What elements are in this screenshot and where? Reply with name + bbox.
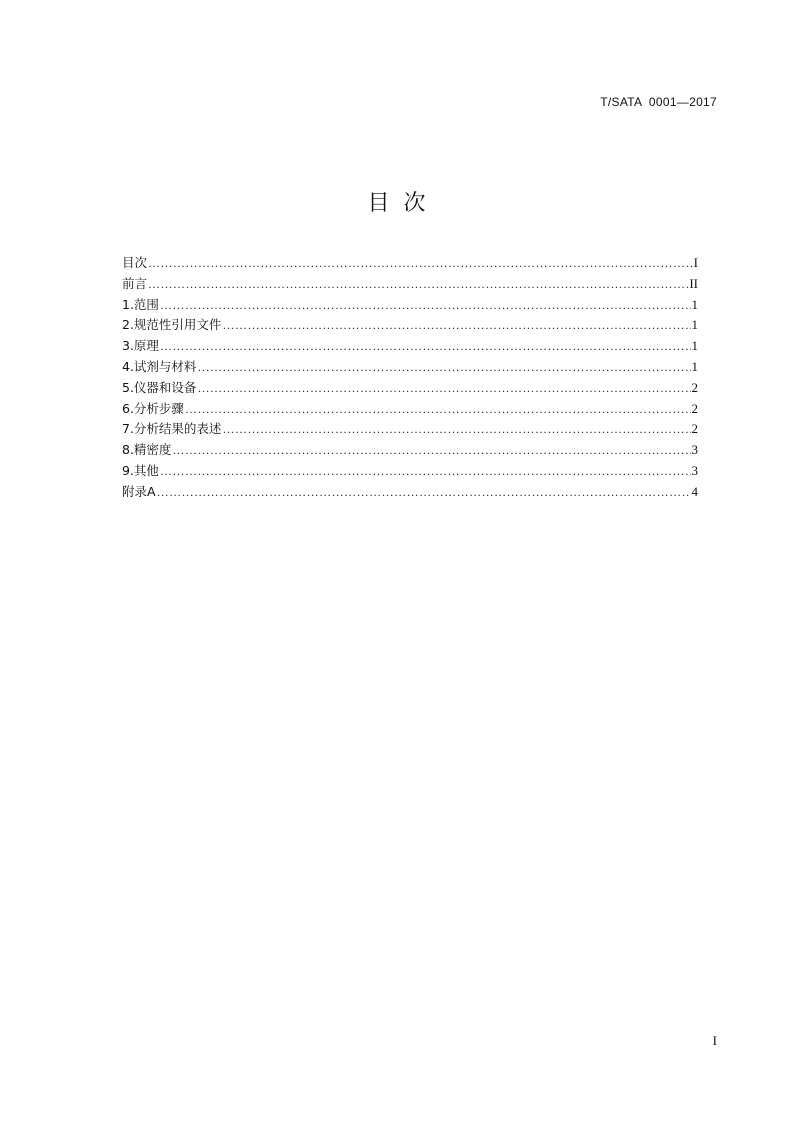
toc-entry-label: 5.仪器和设备 [122,379,197,395]
toc-dot-leader [160,336,691,357]
toc-entry[interactable] [122,419,698,440]
toc-entry-page: 1 [691,338,698,354]
toc-entry[interactable] [122,357,698,378]
toc-dot-leader [160,295,691,316]
document-code: T/SATA 0001—2017 [600,95,717,109]
toc-entry-label: 9.其他 [122,462,159,478]
toc-entry-page: 2 [691,379,698,395]
toc-entry-page: 2 [691,421,698,437]
toc-entry-label: 3.原理 [122,338,159,354]
toc-entry[interactable] [122,440,698,461]
toc-entry-label: 1.范围 [122,296,159,312]
toc-dot-leader [222,419,690,440]
toc-dot-leader [148,274,688,295]
toc-dot-leader [197,378,690,399]
toc-entry-page: 4 [691,483,698,499]
toc-list [122,253,698,503]
toc-entry[interactable] [122,378,698,399]
toc-entry-page: 1 [691,296,698,312]
toc-entry[interactable] [122,399,698,420]
toc-entry-page: 1 [691,358,698,374]
toc-title: 目 次 [367,191,426,216]
toc-entry-label: 6.分析步骤 [122,400,184,416]
toc-entry-label: 4.试剂与材料 [122,358,197,374]
toc-entry[interactable] [122,336,698,357]
toc-entry-label: 目次 [122,255,148,270]
toc-entry-page: 3 [691,462,698,478]
toc-entry[interactable] [122,295,698,316]
toc-dot-leader [222,315,690,336]
toc-entry-page: I [693,255,698,270]
toc-entry[interactable] [122,482,698,503]
toc-dot-leader [197,357,690,378]
toc-dot-leader [157,482,691,503]
toc-entry-label: 2.规范性引用文件 [122,317,222,333]
toc-entry-page: II [689,275,698,291]
toc-entry[interactable] [122,253,698,274]
toc-entry-page: 2 [691,400,698,416]
toc-entry-label: 前言 [122,275,148,291]
toc-entry[interactable] [122,461,698,482]
toc-dot-leader [185,399,691,420]
toc-dot-leader [160,461,691,482]
toc-entry-label: 附录A [122,483,156,499]
toc-entry[interactable] [122,315,698,336]
toc-entry-label: 8.精密度 [122,442,172,458]
toc-entry-page: 1 [691,317,698,333]
toc-entry[interactable] [122,274,698,295]
page-number: I [712,1033,717,1048]
toc-entry-page: 3 [691,442,698,458]
toc-entry-label: 7.分析结果的表述 [122,421,222,437]
toc-dot-leader [172,440,690,461]
toc-dot-leader [148,253,693,274]
